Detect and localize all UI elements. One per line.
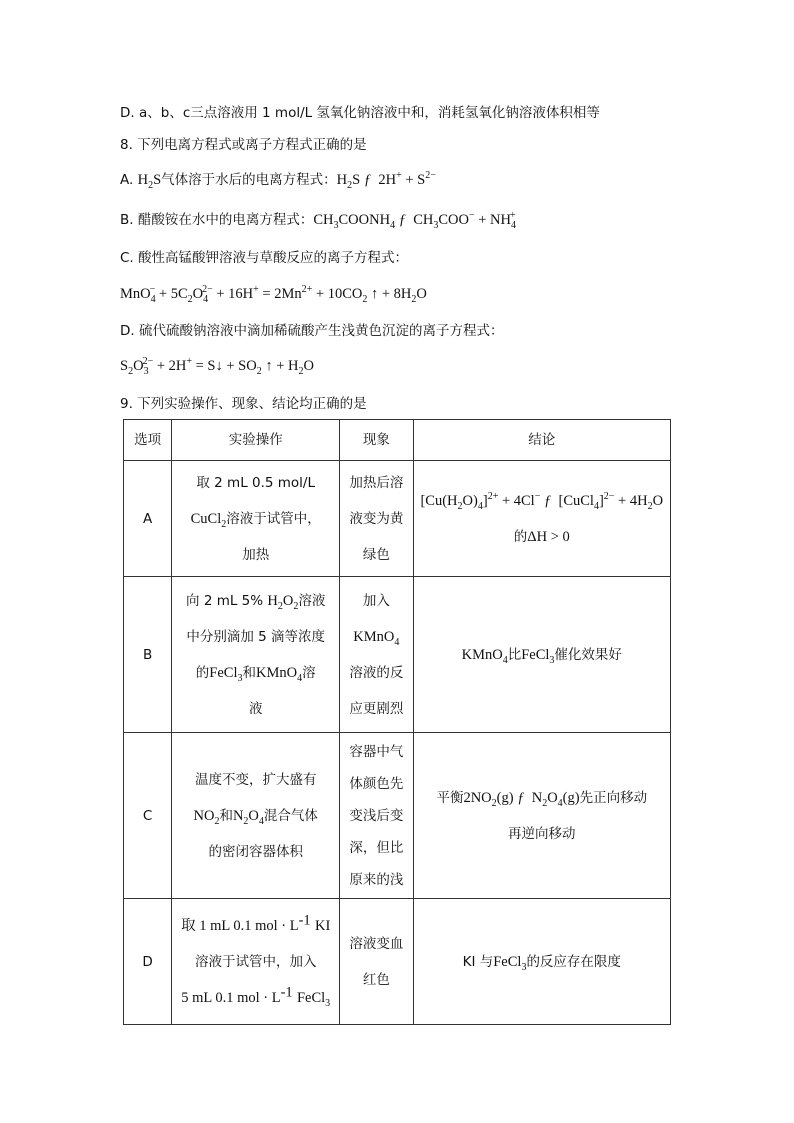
row-operation: 温度不变，扩大盛有 $NO_2$和$N_2O_4$混合气体 的密闭容器体积 (172, 733, 340, 899)
header-conclusion: 结论 (413, 420, 670, 461)
q8-stem: 8. 下列电离方程式或离子方程式正确的是 (120, 137, 367, 153)
row-option: A (124, 461, 172, 577)
table-row (124, 899, 671, 1025)
row-operation: 取 2 mL 0.5 mol/L CuCl$_2$溶液于试管中， 加热 (172, 461, 340, 577)
row-phenomenon: 加热后溶 液变为黄 绿色 (340, 461, 413, 577)
q8-option-d: D. 硫代硫酸钠溶液中滴加稀硫酸产生浅黄色沉淀的离子方程式： (120, 323, 504, 339)
table-row (124, 733, 671, 899)
row-conclusion: KI 与FeCl$_3$的反应存在限度 (413, 899, 670, 1025)
row-phenomenon: 容器中气 体颜色先 变浅后变 深，但比 原来的浅 (340, 733, 413, 899)
q8-option-a: A. $H_2S$气体溶于水后的电离方程式：$H_2S$ ƒ $2H^+ + S^{2-}$ (120, 170, 436, 191)
row-option: C (124, 733, 172, 899)
row-operation: 取 1 mL 0.1 mol · $L^{-1}$ KI 溶液于试管中，加入 5 mL 0.1 mol · $L^{-1}$ FeCl$_3$ (172, 899, 340, 1025)
row-conclusion: 平衡$2NO_2(g)$ ƒ $N_2O_4(g)$先正向移动 再逆向移动 (413, 733, 670, 899)
q8-option-c-equation: $MnO_4^- + 5C_2O_4^{2-} + 16H^+ = 2Mn^{2+} + 10CO_2$ ↑ + $8H_2O$ (120, 284, 427, 305)
row-operation: 向 2 mL 5% $H_2O_2$溶液 中分别滴加 5 滴等浓度 的FeCl$_3$和KMnO$_4$溶 液 (172, 577, 340, 733)
row-phenomenon: 溶液变血 红色 (340, 899, 413, 1025)
row-conclusion: KMnO$_4$比FeCl$_3$催化效果好 (413, 577, 670, 733)
row-phenomenon: 加入 KMnO$_4$ 溶液的反 应更剧烈 (340, 577, 413, 733)
option-d-previous: D. a、b、c三点溶液用 1 mol/L 氢氧化钠溶液中和，消耗氢氧化钠溶液体积相等 (120, 105, 600, 121)
table-row (124, 461, 671, 577)
q8-option-b: B. 醋酸铵在水中的电离方程式：$CH_3COONH_4$ ƒ $CH_3COO^- + NH_4^+$ (120, 210, 516, 231)
q9-table (123, 419, 671, 1025)
q8-option-c: C. 酸性高锰酸钾溶液与草酸反应的离子方程式： (120, 250, 409, 266)
table-header-row (124, 420, 671, 461)
row-conclusion: $[Cu(H_2O)_4]^{2+} + 4Cl^-$ ƒ [CuCl$_4$]$^{2-}$ + $4H_2O$ 的ΔH > 0 (413, 461, 670, 577)
table-row (124, 577, 671, 733)
q8-option-d-equation: $S_2O_3^{2-} + 2H^+$ = S↓ + $SO_2$ ↑ + $H_2O$ (120, 356, 314, 377)
row-option: B (124, 577, 172, 733)
header-option: 选项 (124, 420, 172, 461)
row-option: D (124, 899, 172, 1025)
header-phenomenon: 现象 (340, 420, 413, 461)
q9-stem: 9. 下列实验操作、现象、结论均正确的是 (120, 396, 367, 412)
header-operation: 实验操作 (172, 420, 340, 461)
